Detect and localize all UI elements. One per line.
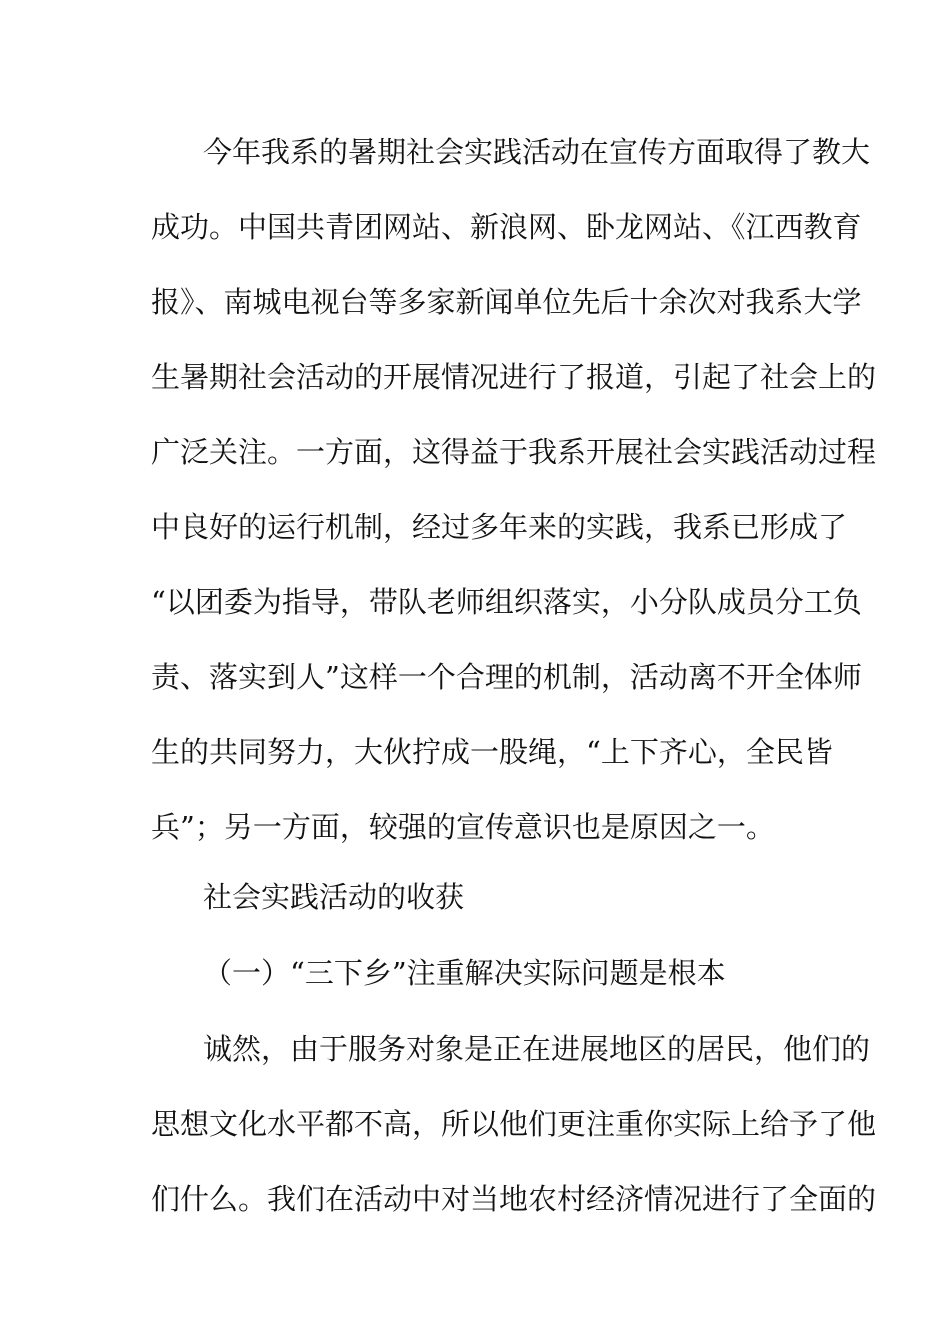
paragraph-line: 责、落实到人”这样一个合理的机制，活动离不开全体师 — [151, 660, 862, 694]
paragraph-line: 报》、南城电视台等多家新闻单位先后十余次对我系大学 — [151, 285, 862, 319]
paragraph-line: 兵”；另一方面，较强的宣传意识也是原因之一。 — [151, 810, 775, 844]
paragraph-line: 生暑期社会活动的开展情况进行了报道，引起了社会上的 — [151, 360, 877, 394]
paragraph-line: 中良好的运行机制，经过多年来的实践，我系已形成了 — [151, 510, 848, 544]
paragraph-line: 诚然，由于服务对象是正在进展地区的居民，他们的 — [203, 1032, 871, 1066]
paragraph-line: 生的共同努力，大伙拧成一股绳，“上下齐心，全民皆 — [151, 735, 833, 769]
subheading: （一）“三下乡”注重解决实际问题是根本 — [203, 956, 726, 990]
paragraph-line: “以团委为指导，带队老师组织落实，小分队成员分工负 — [151, 585, 862, 619]
paragraph-line: 们什么。我们在活动中对当地农村经济情况进行了全面的 — [151, 1182, 877, 1216]
paragraph-line: 今年我系的暑期社会实践活动在宣传方面取得了教大 — [203, 135, 871, 169]
paragraph-line: 思想文化水平都不高，所以他们更注重你实际上给予了他 — [151, 1107, 877, 1141]
section-heading: 社会实践活动的收获 — [203, 880, 465, 914]
paragraph-line: 广泛关注。一方面，这得益于我系开展社会实践活动过程 — [151, 435, 877, 469]
paragraph-line: 成功。中国共青团网站、新浪网、卧龙网站、《江西教育 — [151, 210, 862, 244]
